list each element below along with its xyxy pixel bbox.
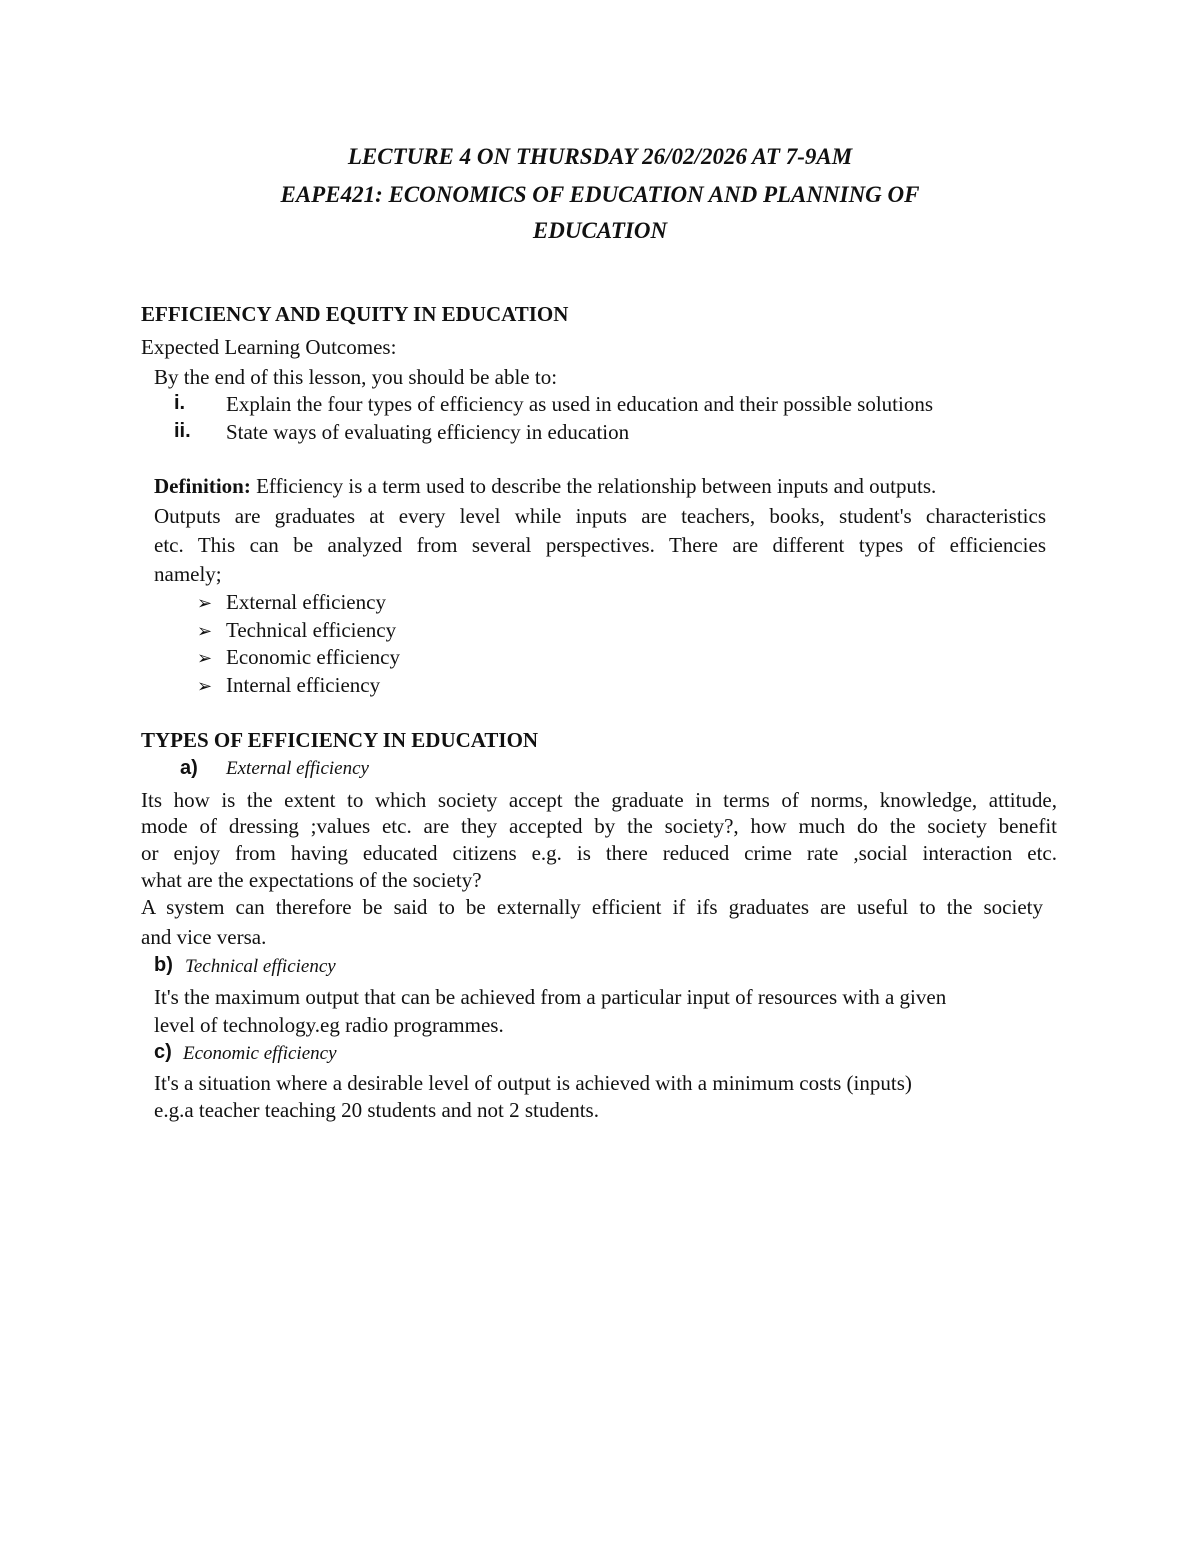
outcome-item: Explain the four types of efficiency as used in education and their possible solutions [226, 392, 934, 416]
subsection-title: External efficiency [226, 758, 369, 779]
efficiency-type-item: Economic efficiency [226, 645, 400, 669]
arrow-bullet-icon: ➢ [197, 676, 213, 697]
course-title: EAPE421: ECONOMICS OF EDUCATION AND PLANNING OF [280, 182, 920, 207]
arrow-bullet-icon: ➢ [197, 621, 213, 642]
arrow-bullet-icon: ➢ [197, 648, 213, 669]
paragraph-line: what are the expectations of the society? [141, 868, 482, 892]
efficiency-type-item: Internal efficiency [226, 673, 381, 697]
subsection-marker: a) [180, 757, 198, 779]
paragraph-line: Its how is the extent to which society accept the graduate in terms of norms, knowledge, attitude, [141, 788, 1057, 812]
paragraph-line: mode of dressing ;values etc. are they accepted by the society?, how much do the society benefit [141, 814, 1057, 838]
efficiency-type-item: External efficiency [226, 590, 386, 614]
outcome-item: State ways of evaluating efficiency in education [226, 420, 630, 444]
paragraph-line: A system can therefore be said to be externally efficient if ifs graduates are useful to the society [141, 895, 1043, 919]
section-heading-efficiency-equity: EFFICIENCY AND EQUITY IN EDUCATION [141, 302, 569, 326]
outcome-marker: ii. [174, 420, 191, 442]
section-heading-types: TYPES OF EFFICIENCY IN EDUCATION [141, 728, 539, 752]
outcomes-label: Expected Learning Outcomes: [141, 335, 397, 359]
definition-text: Efficiency is a term used to describe the relationship between inputs and outputs. [250, 474, 937, 498]
definition-paragraph-line: namely; [154, 562, 222, 586]
subsection-marker: b) [154, 954, 173, 976]
definition-paragraph-line: Outputs are graduates at every level while inputs are teachers, books, student's characteristics [154, 504, 1046, 528]
subsection-title: Technical efficiency [185, 956, 336, 977]
course-title-continued: EDUCATION [532, 218, 668, 243]
definition-label: Definition: [154, 474, 251, 498]
paragraph-line: or enjoy from having educated citizens e.g. is there reduced crime rate ,social interaction etc. [141, 841, 1057, 865]
subsection-title: Economic efficiency [183, 1043, 337, 1064]
paragraph-line: It's the maximum output that can be achieved from a particular input of resources with a given [154, 985, 947, 1009]
paragraph-line: and vice versa. [141, 925, 267, 949]
outcome-marker: i. [174, 392, 186, 414]
subsection-marker: c) [154, 1041, 172, 1063]
outcomes-intro: By the end of this lesson, you should be able to: [154, 365, 558, 389]
definition-paragraph-line: etc. This can be analyzed from several perspectives. There are different types of efficiencies [154, 533, 1046, 557]
lecture-title: LECTURE 4 ON THURSDAY 26/02/2026 AT 7-9AM [347, 144, 853, 169]
paragraph-line: e.g.a teacher teaching 20 students and not 2 students. [154, 1098, 599, 1122]
definition-paragraph-line [154, 474, 936, 499]
efficiency-type-item: Technical efficiency [226, 618, 397, 642]
arrow-bullet-icon: ➢ [197, 593, 213, 614]
paragraph-line: It's a situation where a desirable level of output is achieved with a minimum costs (inputs) [154, 1071, 912, 1095]
paragraph-line: level of technology.eg radio programmes. [154, 1013, 504, 1037]
